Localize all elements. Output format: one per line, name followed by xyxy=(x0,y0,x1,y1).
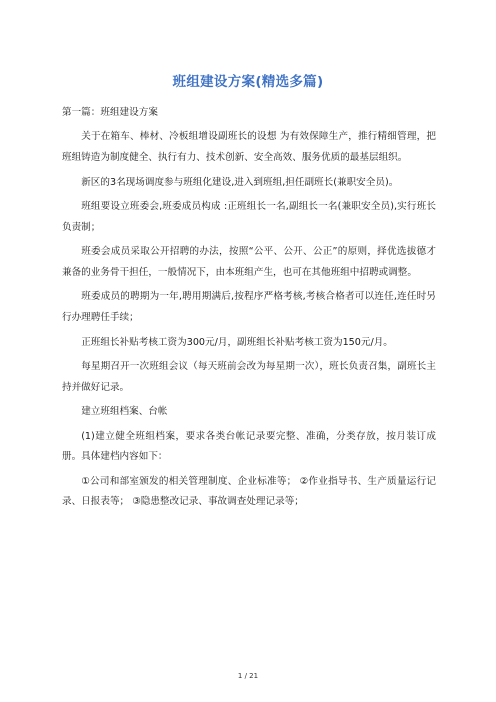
paragraph: 班委会成员采取公开招聘的办法，按照“公平、公开、公正”的原则，择优选拔德才兼备的业务骨干担任，一般情况下，由本班组产生，也可在其他班组中招聘或调整。 xyxy=(62,246,436,278)
paragraph: 建立班组档案、台帐 xyxy=(81,406,168,418)
paragraph: 每星期召开一次班组会议（每天班前会改为每星期一次），班长负责召集，副班长主持并做好记录。 xyxy=(62,360,436,393)
page-number: 1 / 21 xyxy=(237,672,259,680)
paragraph: (1)建立健全班组档案，要求各类台帐记录要完整、准确，分类存放，按月装订成册。具体建档内容如下： xyxy=(62,430,436,463)
paragraph: 新区的3名现场调度参与班组化建设,进入到班组,担任副班长(兼职安全员)。 xyxy=(81,176,399,188)
paragraph: 班委成员的聘期为一年,聘用期满后,按程序严格考核,考核合格者可以连任,连任时另行办理聘任手续； xyxy=(62,291,436,324)
document-title: 班组建设方案(精选多篇) xyxy=(172,74,324,90)
paragraph: 关于在箱车、棒材、冷板组增设副班长的设想 为有效保障生产，推行精细管理，把班组铸造为制度健全、执行有力、技术创新、安全高效、服务优质的最基层组织。 xyxy=(62,131,436,164)
paragraph: 正班组长补贴考核工资为300元/月，副班组长补贴考核工资为150元/月。 xyxy=(81,336,393,348)
section-heading: 第一篇：班组建设方案 xyxy=(62,107,158,118)
paragraph: 班组要设立班委会,班委成员构成 :正班组长一名,副组长一名(兼职安全员),实行班长负责制； xyxy=(62,200,436,233)
document-body xyxy=(62,103,436,517)
paragraph: ①公司和部室颁发的相关管理制度、企业标准等； ②作业指导书、生产质量运行记录、日报表等； ③隐患整改记录、事故调查处理记录等； xyxy=(62,475,436,508)
